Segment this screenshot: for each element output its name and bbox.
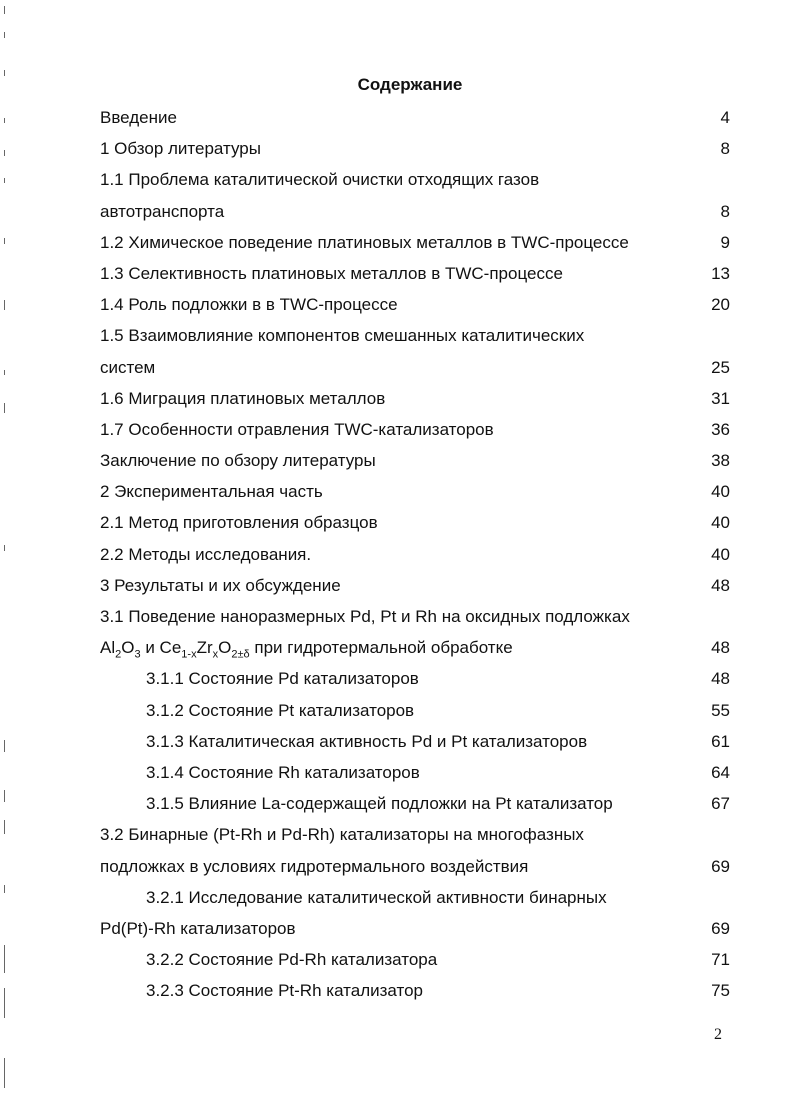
toc-entry xyxy=(100,507,730,538)
toc-entry-page: 48 xyxy=(711,638,730,658)
toc-entry xyxy=(100,944,730,975)
toc-entry-page: 55 xyxy=(711,700,730,720)
toc-entry-page: 31 xyxy=(711,388,730,408)
toc-entry xyxy=(100,757,730,788)
toc-entry xyxy=(100,975,730,1006)
formula-part: 2 xyxy=(115,648,122,661)
toc-entry-page: 8 xyxy=(720,139,730,159)
formula-part: Zr xyxy=(196,638,213,658)
toc-entry-page: 75 xyxy=(711,981,730,1001)
toc-entry xyxy=(100,695,730,726)
toc-entry-title: 3.1.3 Каталитическая активность Pd и Pt катализаторов xyxy=(146,731,588,751)
toc-entry xyxy=(100,352,730,383)
toc-entry-title: 1.5 Взаимовлияние компонентов смешанных каталитических xyxy=(100,326,585,346)
toc-entry-page: 36 xyxy=(711,419,730,439)
toc-entry-title: 1.3 Селективность платиновых металлов в TWC-процессе xyxy=(100,263,563,283)
toc-entry-page: 40 xyxy=(711,482,730,502)
toc-entry-title: систем xyxy=(100,357,156,377)
toc-entry-title: 2 Экспериментальная часть xyxy=(100,482,323,502)
toc-entry-page: 4 xyxy=(720,108,730,127)
toc-entry-page: 48 xyxy=(711,575,730,595)
toc-entry xyxy=(100,601,730,632)
toc-entry-title: 3.1.5 Влияние La-содержащей подложки на Pt катализатор xyxy=(146,794,613,814)
toc-entry xyxy=(100,819,730,850)
toc-entry-page: 8 xyxy=(720,201,730,221)
toc-entry-title: 3.2.3 Состояние Pt-Rh катализатор xyxy=(146,981,423,1001)
toc-entry-page: 40 xyxy=(711,544,730,564)
toc-entry-title: 2.1 Метод приготовления образцов xyxy=(100,513,378,533)
toc-entry-title: 3.2 Бинарные (Pt-Rh и Pd-Rh) катализаторы на многофазных xyxy=(100,825,584,845)
toc-entry xyxy=(100,913,730,944)
toc-entry xyxy=(100,539,730,570)
toc-entry xyxy=(100,445,730,476)
formula-part: 2±δ xyxy=(231,648,250,661)
toc-entry-page: 40 xyxy=(711,513,730,533)
toc-entry-title: 3.2.2 Состояние Pd-Rh катализатора xyxy=(146,950,438,970)
toc-entry-title: 1 Обзор литературы xyxy=(100,139,261,159)
toc-entry-title: Pd(Pt)-Rh катализаторов xyxy=(100,918,296,938)
formula-part: 1-x xyxy=(181,648,197,661)
toc-entry-title xyxy=(100,632,513,663)
formula-part: при гидротермальной обработке xyxy=(249,638,513,658)
formula-part: O xyxy=(121,638,135,658)
formula-part: Al xyxy=(100,638,116,658)
formula-part: O xyxy=(218,638,232,658)
toc-title: Содержание xyxy=(357,75,463,94)
toc-entry-title: 3.1.1 Состояние Pd катализаторов xyxy=(146,669,419,689)
toc-entry xyxy=(100,196,730,227)
toc-entry-title: 3.1.4 Состояние Rh катализаторов xyxy=(146,762,420,782)
toc-entry-title: 1.7 Особенности отравления TWC-катализаторов xyxy=(100,419,494,439)
toc-entry-title: 1.1 Проблема каталитической очистки отходящих газов xyxy=(100,170,540,190)
toc-entry-title: 3 Результаты и их обсуждение xyxy=(100,575,341,595)
toc-entry xyxy=(100,788,730,819)
toc-entry-page: 71 xyxy=(711,950,730,970)
toc-entry-title: 3.1 Поведение наноразмерных Pd, Pt и Rh на оксидных подложках xyxy=(100,607,630,626)
page-number: 2 xyxy=(714,1026,722,1043)
toc-entry-title: 2.2 Методы исследования. xyxy=(100,544,312,564)
formula-part: x xyxy=(212,648,219,661)
scan-margin-marks xyxy=(4,0,12,1093)
toc-entry-page: 13 xyxy=(711,263,730,283)
toc-entry xyxy=(100,414,730,445)
toc-entry-page: 9 xyxy=(720,232,730,252)
toc-entry xyxy=(100,289,730,320)
toc-entry xyxy=(100,227,730,258)
toc-entry-page: 61 xyxy=(711,731,730,751)
toc-entry-title: 3.1.2 Состояние Pt катализаторов xyxy=(146,700,415,720)
toc-entry xyxy=(100,320,730,351)
table-of-contents xyxy=(100,102,730,1006)
toc-entry xyxy=(100,851,730,882)
toc-entry xyxy=(100,632,730,663)
toc-entry-title: автотранспорта xyxy=(100,201,225,221)
toc-entry xyxy=(100,726,730,757)
toc-entry-page: 20 xyxy=(711,295,730,315)
formula-part: 3 xyxy=(134,648,141,661)
toc-entry-title: 1.6 Миграция платиновых металлов xyxy=(100,388,386,408)
toc-entry-page: 69 xyxy=(711,918,730,938)
toc-entry-title: Введение xyxy=(100,108,177,127)
toc-entry xyxy=(100,102,730,133)
toc-entry xyxy=(100,164,730,195)
toc-entry-title: подложках в условиях гидротермального воздействия xyxy=(100,856,529,876)
toc-entry-title: 1.4 Роль подложки в в TWC-процессе xyxy=(100,295,398,315)
toc-entry xyxy=(100,383,730,414)
toc-entry-page: 38 xyxy=(711,451,730,471)
toc-entry xyxy=(100,663,730,694)
toc-entry-title: Заключение по обзору литературы xyxy=(100,451,376,471)
toc-entry-title: 1.2 Химическое поведение платиновых металлов в TWC-процессе xyxy=(100,232,629,252)
toc-entry xyxy=(100,258,730,289)
toc-entry xyxy=(100,476,730,507)
toc-entry xyxy=(100,133,730,164)
toc-entry-title: 3.2.1 Исследование каталитической активности бинарных xyxy=(146,887,607,907)
toc-entry-page: 64 xyxy=(711,762,730,782)
toc-entry xyxy=(100,570,730,601)
toc-entry xyxy=(100,882,730,913)
toc-entry-page: 69 xyxy=(711,856,730,876)
toc-entry-page: 25 xyxy=(711,357,730,377)
toc-entry-page: 48 xyxy=(711,669,730,689)
toc-entry-page: 67 xyxy=(711,794,730,814)
formula-part: и Ce xyxy=(140,638,182,658)
